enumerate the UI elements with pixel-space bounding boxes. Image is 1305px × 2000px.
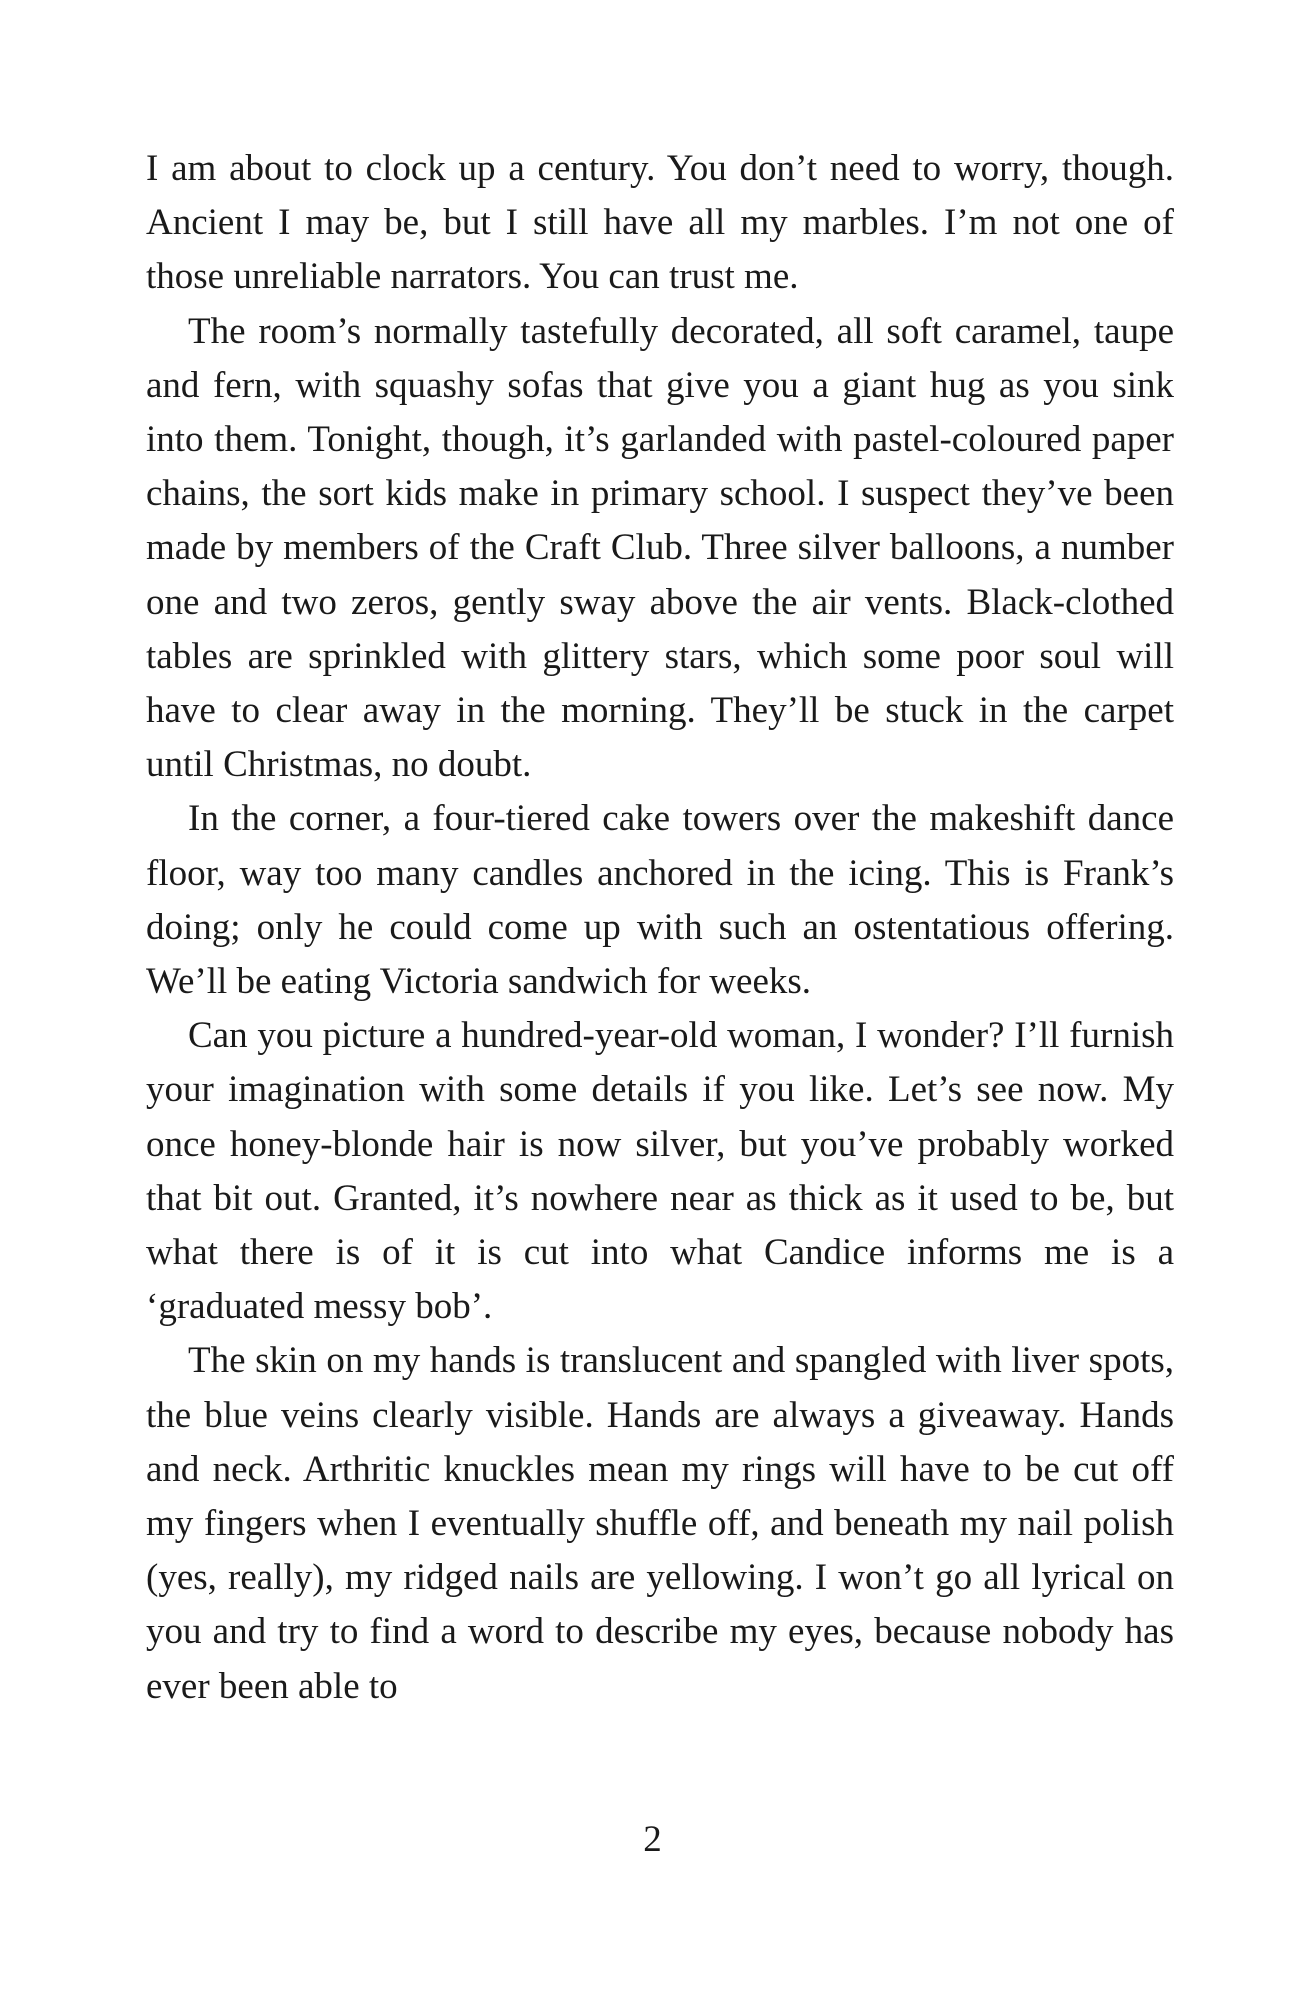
page-number: 2 [643,1819,662,1860]
paragraph-3: In the corner, a four-tiered cake towers over the makeshift dance floor, way too many candles anchored in the icing. This is Frank’s doing; only he could come up with such an ostentatious offering. We’ll be eating Victoria sandwich for weeks. [146,798,1174,1003]
paragraph-2: The room’s normally tastefully decorated, all soft caramel, taupe and fern, with squashy sofas that give you a giant hug as you sink into them. Tonight, though, it’s garlanded with pastel-coloured paper chains, the sort kids make in primary school. I suspect they’ve been made by members of the Craft Club. Three silver balloons, a number one and two zeros, gently sway above the air vents. Black-clothed tables are sprinkled with glittery stars, which some poor soul will have to clear away in the morning. They’ll be stuck in the carpet until Christmas, no doubt. [146,310,1174,786]
paragraph-5: The skin on my hands is translucent and spangled with liver spots, the blue veins clearly visible. Hands are always a giveaway. Hands and neck. Arthritic knuckles mean my rings will have to be cut off my fingers when I eventually shuffle off, and beneath my nail polish (yes, really), my ridged nails are yellowing. I won’t go all lyrical on you and try to find a word to describe my eyes, because nobody has ever been able to [146,1340,1174,1707]
paragraph-4: Can you picture a hundred-year-old woman, I wonder? I’ll furnish your imagination with some details if you like. Let’s see now. My once honey-blonde hair is now silver, but you’ve probably worked that bit out. Granted, it’s nowhere near as thick as it used to be, but what there is of it is cut into what Candice informs me is a ‘graduated messy bob’. [146,1015,1174,1328]
body-text [146,142,1174,1714]
paragraph-1: I am about to clock up a century. You don’t need to worry, though. Ancient I may be, but I still have all my marbles. I’m not one of those unreliable narrators. You can trust me. [146,148,1174,298]
